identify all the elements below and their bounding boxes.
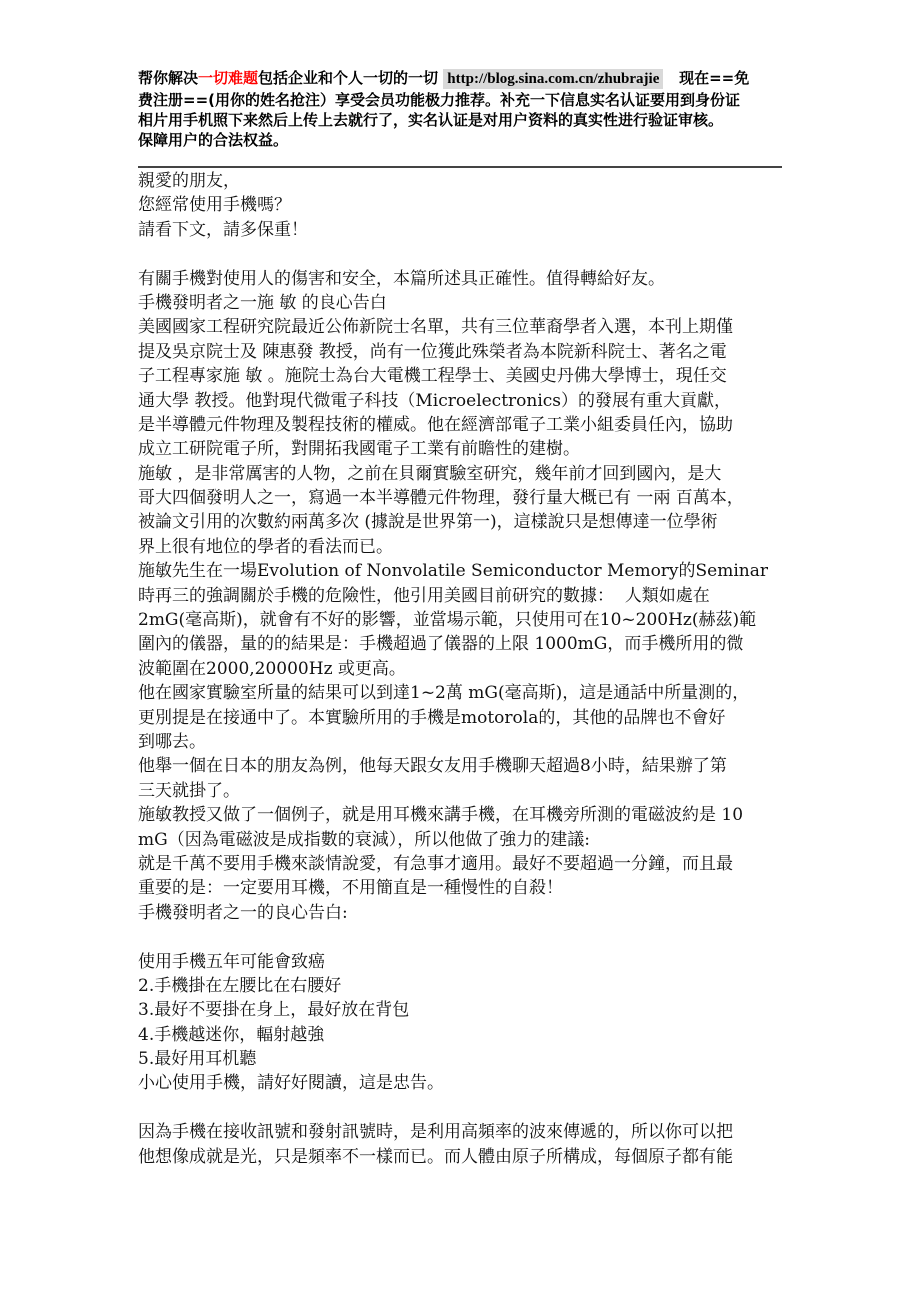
body-line: 他舉一個在日本的朋友為例，他每天跟女友用手機聊天超過8小時，結果辦了第: [138, 756, 727, 777]
body-line: 4.手機越迷你，輻射越強: [138, 1024, 325, 1045]
body-line: 您經常使用手機嗎？: [138, 195, 291, 216]
body-line: 到哪去。: [138, 731, 206, 752]
header-text-after: 包括企业和个人一切的一切: [258, 69, 439, 87]
body-line: 界上很有地位的學者的看法而已。: [138, 536, 393, 557]
body-line: 手機發明者之一施 敏 的良心告白: [138, 292, 387, 313]
body-line: 施敏教授又做了一個例子，就是用耳機來講手機，在耳機旁所測的電磁波約是 10: [138, 805, 744, 826]
body-line: 就是千萬不要用手機來談情說愛，有急事才適用。最好不要超過一分鐘，而且最: [138, 853, 733, 874]
body-line: 小心使用手機，請好好閱讀，這是忠告。: [138, 1073, 444, 1094]
body-line: 親愛的朋友，: [138, 171, 240, 191]
body-line: 他在國家實驗室所量的結果可以到達1~2萬 mG(毫高斯)，這是通話中所量測的，: [138, 683, 750, 704]
body-line: 有關手機對使用人的傷害和安全，本篇所述具正確性。值得轉給好友。: [138, 268, 665, 289]
body-line: [138, 242, 788, 266]
header-text-before: 帮你解决: [138, 69, 199, 87]
body-line: 被論文引用的次數約兩萬多次 (據說是世界第一)，這樣說只是想傳達一位學術: [138, 512, 718, 533]
body-line: 重要的是：一定要用耳機，不用簡直是一種慢性的自殺！: [138, 878, 563, 899]
body-line: 手機發明者之一的良心告白:: [138, 902, 348, 923]
body-line: 請看下文，請多保重！: [138, 219, 308, 240]
body-line: 子工程專家施 敏 。施院士為台大電機工程學士、美國史丹佛大學博士，現任交: [138, 366, 727, 387]
header-line-4: 保障用户的合法权益。: [138, 131, 289, 149]
body-line: 哥大四個發明人之一，寫過一本半導體元件物理，發行量大概已有 一兩 百萬本，: [138, 488, 744, 509]
body-line: 更別提是在接通中了。本實驗所用的手機是motorola的，其他的品牌也不會好: [138, 707, 726, 728]
body-line: 使用手機五年可能會致癌: [138, 951, 325, 972]
body-line: mG（因為電磁波是成指數的衰減），所以他做了強力的建議:: [138, 829, 590, 850]
body-line: 圍內的儀器，量的的結果是：手機超過了儀器的上限 1000mG，而手機所用的微: [138, 634, 744, 655]
header-divider: [138, 166, 782, 168]
body-line: 施敏先生在一場Evolution of Nonvolatile Semiconductor Memory的Seminar: [138, 561, 769, 582]
body-line: 時再三的強調關於手機的危險性，他引用美國目前研究的數據： 人類如處在: [138, 585, 710, 606]
body-line: 因為手機在接收訊號和發射訊號時，是利用高頻率的波來傳遞的，所以你可以把: [138, 1122, 733, 1143]
body-line: 5.最好用耳机聽: [138, 1049, 257, 1070]
body-line: 成立工研院電子所，對開拓我國電子工業有前瞻性的建樹。: [138, 439, 580, 460]
header-url: http://blog.sina.com.cn/zhubrajie: [443, 69, 663, 89]
body-line: 美國國家工程研究院最近公佈新院士名單，共有三位華裔學者入選，本刊上期僅: [138, 317, 733, 338]
body-line: 波範圍在2000,20000Hz 或更高。: [138, 658, 406, 679]
body-line: [138, 925, 788, 949]
header-line-1: [138, 66, 788, 90]
body-line: [138, 1096, 788, 1120]
header-line-2: 费注册==(用你的姓名抢注）享受会员功能极力推荐。补充一下信息实名认证要用到身份证: [138, 91, 740, 109]
body-line: 2.手機掛在左腰比在右腰好: [138, 975, 342, 996]
promo-header: [138, 66, 788, 150]
body-line: 3.最好不要掛在身上，最好放在背包: [138, 1000, 410, 1021]
body-line: 施敏 ，是非常厲害的人物，之前在貝爾實驗室研究，幾年前才回到國內，是大: [138, 463, 722, 484]
header-highlight-text: 一切难题: [198, 69, 259, 87]
body-line: 提及吳京院士及 陳惠發 教授，尚有一位獲此殊榮者為本院新科院士、著名之電: [138, 341, 727, 362]
body-line: 是半導體元件物理及製程技術的權威。他在經濟部電子工業小組委員任內，協助: [138, 414, 733, 435]
header-text-tail: 现在==免: [679, 69, 750, 87]
header-line-3: 相片用手机照下来然后上传上去就行了，实名认证是对用户资料的真实性进行验证审核。: [138, 111, 724, 129]
body-line: 三天就掛了。: [138, 780, 240, 801]
body-line: 通大學 教授。他對現代微電子科技（Microelectronics）的發展有重大貢獻，: [138, 390, 732, 411]
body-line: 他想像成就是光，只是頻率不一樣而已。而人體由原子所構成，每個原子都有能: [138, 1146, 733, 1167]
body-line: 2mG(毫高斯)，就會有不好的影響，並當場示範，只使用可在10~200Hz(赫茲)範: [138, 610, 757, 631]
article-body: [138, 169, 788, 1169]
